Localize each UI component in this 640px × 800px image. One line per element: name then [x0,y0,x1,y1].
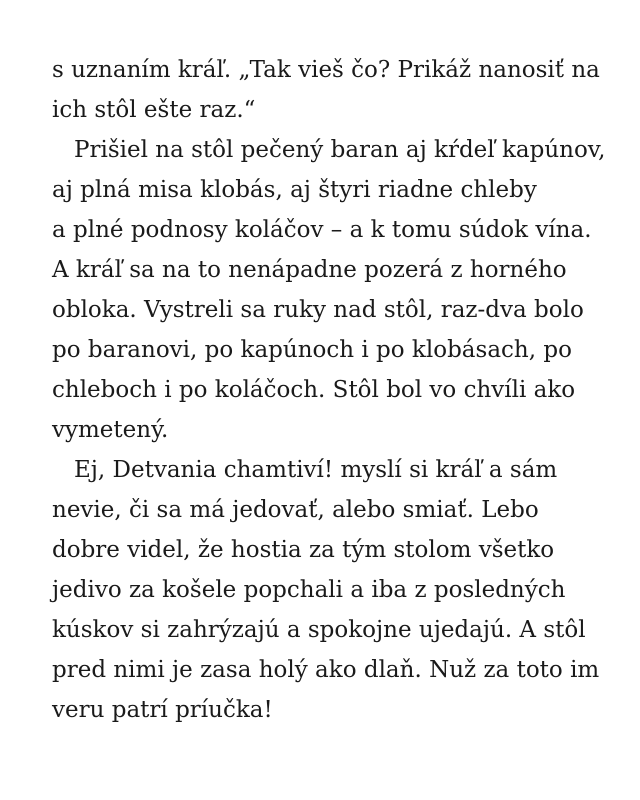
text-line: po baranovi, po kapúnoch i po klobásach, po [52,337,572,363]
text-line: s uznaním kráľ. „Tak vieš čo? Prikáž nanosiť na [52,57,600,83]
text-line: veru patrí príučka! [52,697,273,723]
text-line: a plné podnosy koláčov – a k tomu súdok vína. [52,217,592,243]
text-line: ich stôl ešte raz.“ [52,97,256,123]
paragraph-start-line: Prišiel na stôl pečený baran aj kŕdeľ kapúnov, [74,137,606,163]
text-line: vymetený. [52,417,169,443]
body-text [52,50,612,730]
text-line: chleboch i po koláčoch. Stôl bol vo chvíli ako [52,377,576,403]
paragraph-start-line: Ej, Detvania chamtiví! myslí si kráľ a sám [74,457,558,483]
text-line: pred nimi je zasa holý ako dlaň. Nuž za toto im [52,657,600,683]
text-line: jedivo za košele popchali a iba z posledných [52,577,566,603]
text-line: obloka. Vystreli sa ruky nad stôl, raz-dva bolo [52,297,584,323]
text-line: aj plná misa klobás, aj štyri riadne chleby [52,177,537,203]
text-line: A kráľ sa na to nenápadne pozerá z horného [52,257,567,283]
text-line: dobre videl, že hostia za tým stolom všetko [52,537,555,563]
text-line: kúskov si zahrýzajú a spokojne ujedajú. A stôl [52,617,586,643]
text-line: nevie, či sa má jedovať, alebo smiať. Lebo [52,497,539,523]
